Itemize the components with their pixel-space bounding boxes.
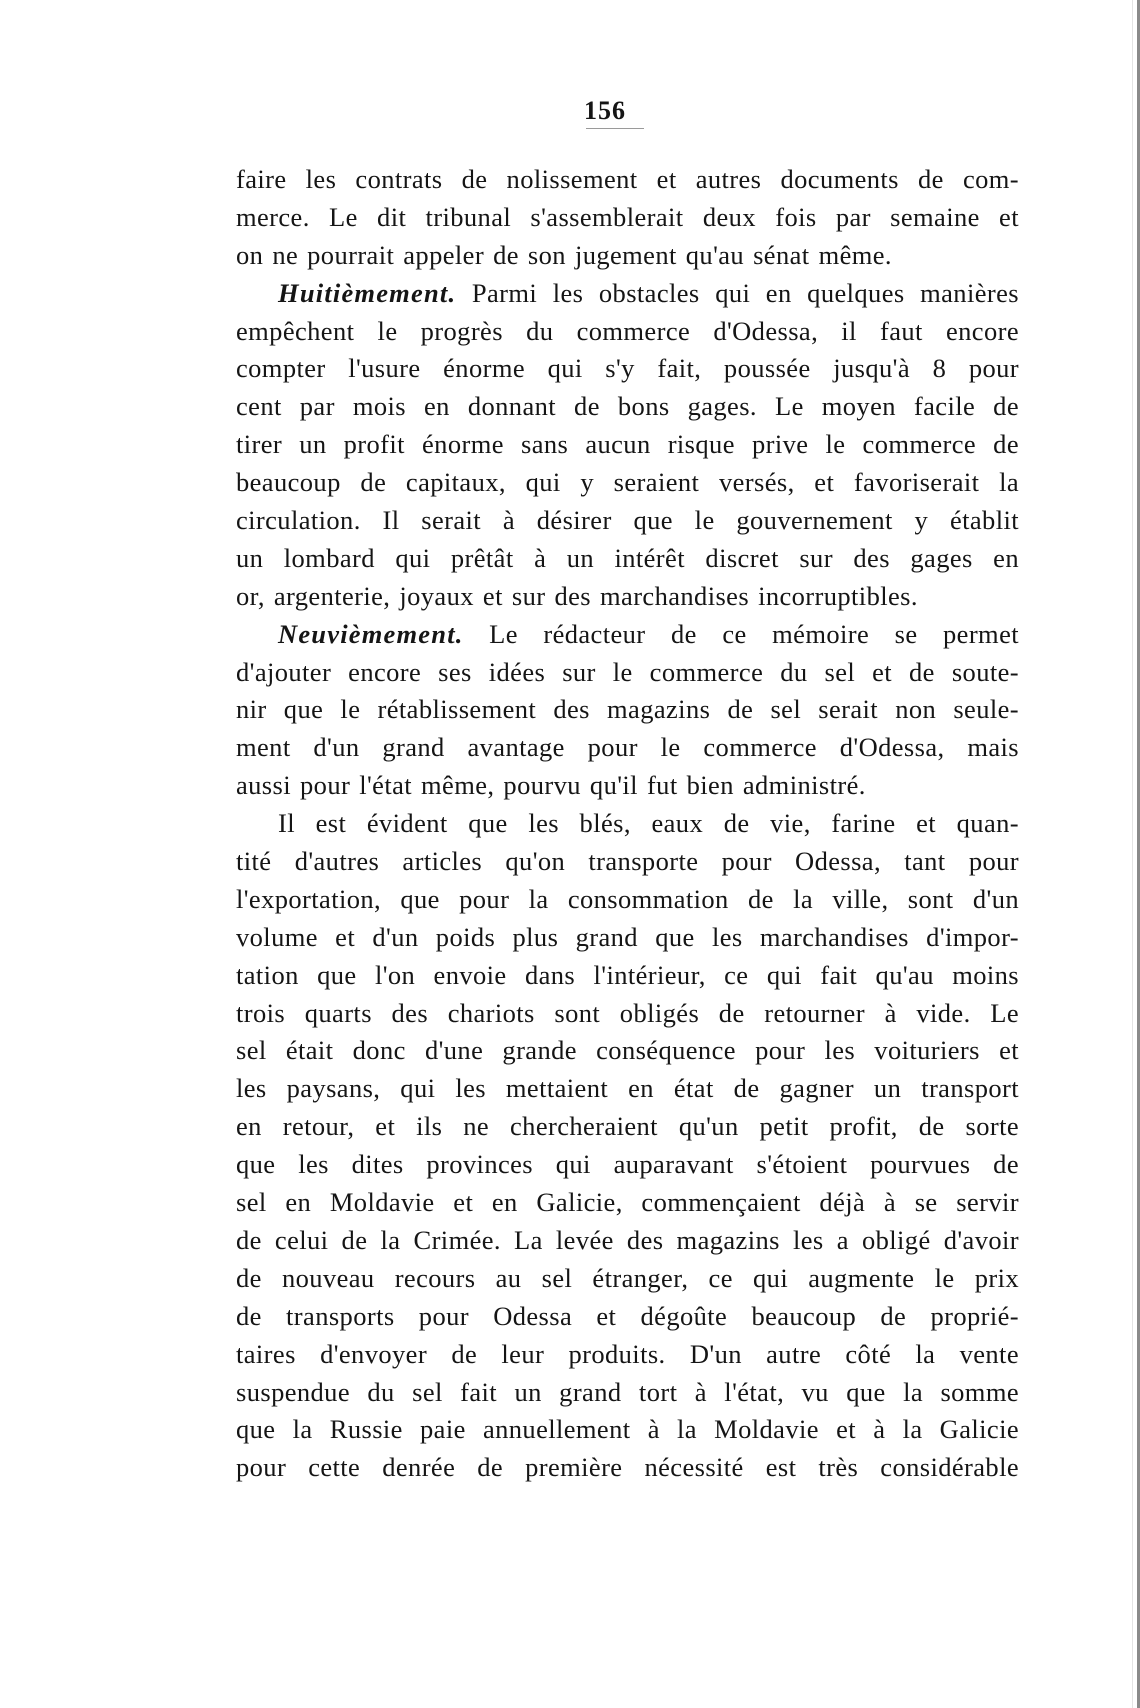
text-line: tirer un profit énorme sans aucun risque prive le commerce de	[236, 429, 1019, 460]
text-line: d'ajouter encore ses idées sur le commerce du sel et de soute-	[236, 656, 1019, 687]
text-line: suspendue du sel fait un grand tort à l'état, vu que la somme	[236, 1376, 1019, 1407]
body-text	[236, 161, 1019, 1487]
text-line: pour cette denrée de première nécessité est très considérable	[236, 1452, 1019, 1483]
text-line: les paysans, qui les mettaient en état de gagner un transport	[236, 1073, 1019, 1104]
text-line: tation que l'on envoie dans l'intérieur, ce qui fait qu'au moins	[236, 959, 1019, 990]
text-line: Il est évident que les blés, eaux de vie, farine et quan-	[278, 808, 1019, 839]
text-line	[236, 616, 1019, 654]
text-line: faire les contrats de nolissement et autres documents de com-	[236, 164, 1019, 194]
text-line: circulation. Il serait à désirer que le gouvernement y établit	[236, 505, 1019, 536]
text-line: un lombard qui prêtât à un intérêt discret sur des gages en	[236, 542, 1019, 573]
section-heading-ninth: Neuvièmement.	[278, 618, 464, 649]
text-line: sel était donc d'une grande conséquence pour les voituriers et	[236, 1035, 1019, 1066]
text-line: de nouveau recours au sel étranger, ce qui augmente le prix	[236, 1262, 1019, 1293]
text-line: empêchent le progrès du commerce d'Odessa, il faut encore	[236, 315, 1019, 346]
text-line: trois quarts des chariots sont obligés de retourner à vide. Le	[236, 997, 1019, 1028]
section-heading-eighth: Huitièmement.	[278, 277, 457, 308]
text-line: compter l'usure énorme qui s'y fait, poussée jusqu'à 8 pour	[236, 353, 1019, 384]
text-span: Le rédacteur de ce mémoire se permet	[463, 618, 1019, 649]
text-line: nir que le rétablissement des magazins de sel serait non seule-	[236, 694, 1019, 725]
text-line: en retour, et ils ne chercheraient qu'un petit profit, de sorte	[236, 1111, 1019, 1142]
text-line: cent par mois en donnant de bons gages. Le moyen facile de	[236, 391, 1019, 422]
text-line: sel en Moldavie et en Galicie, commençaient déjà à se servir	[236, 1187, 1019, 1218]
text-line: que les dites provinces qui auparavant s'étoient pourvues de	[236, 1149, 1019, 1180]
text-line: or, argenterie, joyaux et sur des marchandises incorruptibles.	[236, 580, 918, 611]
text-line: de celui de la Crimée. La levée des magazins les a obligé d'avoir	[236, 1224, 1019, 1255]
page-edge-shadow	[1132, 0, 1133, 1708]
text-line: taires d'envoyer de leur produits. D'un autre côté la vente	[236, 1338, 1019, 1369]
text-line: ment d'un grand avantage pour le commerce d'Odessa, mais	[236, 732, 1019, 763]
text-line: que la Russie paie annuellement à la Moldavie et à la Galicie	[236, 1414, 1019, 1445]
text-line: tité d'autres articles qu'on transporte pour Odessa, tant pour	[236, 846, 1019, 877]
text-line: de transports pour Odessa et dégoûte beaucoup de proprié-	[236, 1300, 1019, 1331]
text-line: volume et d'un poids plus grand que les marchandises d'impor-	[236, 921, 1019, 952]
page-number: 156	[584, 96, 626, 125]
page-number-rule	[586, 128, 644, 129]
text-span: Parmi les obstacles qui en quelques manières	[456, 277, 1019, 308]
text-line: beaucoup de capitaux, qui y seraient versés, et favoriserait la	[236, 467, 1019, 498]
text-line	[236, 275, 1019, 313]
text-line: on ne pourrait appeler de son jugement qu'au sénat même.	[236, 239, 892, 270]
text-line: l'exportation, que pour la consommation de la ville, sont d'un	[236, 883, 1019, 914]
text-line: aussi pour l'état même, pourvu qu'il fut bien administré.	[236, 770, 866, 801]
text-line: merce. Le dit tribunal s'assemblerait deux fois par semaine et	[236, 201, 1019, 232]
